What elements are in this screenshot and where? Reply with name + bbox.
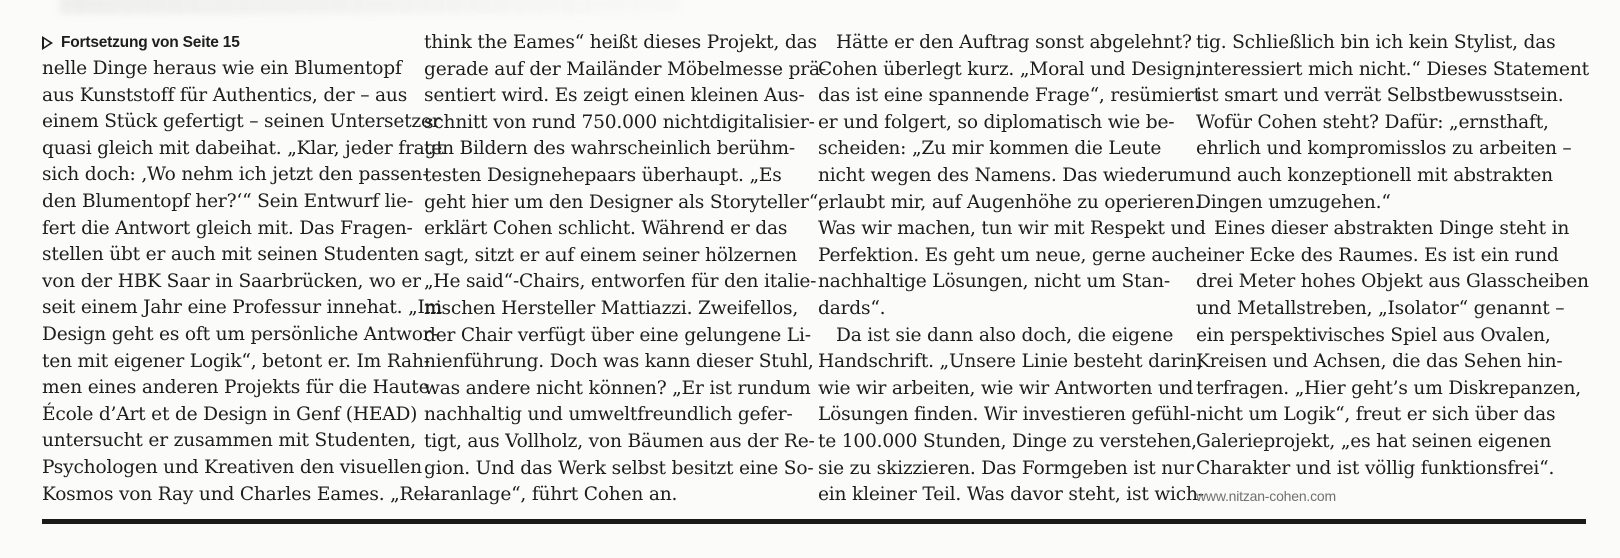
text-line: nachhaltige Lösungen, nicht um Stan- [818,271,1170,293]
text-line: ehrlich und kompromisslos zu arbeiten – [1196,138,1572,160]
text-line: und auch konzeptionell mit abstrakten [1196,164,1553,186]
continuation-label: Fortsetzung von Seite 15 [61,34,240,51]
text-line: Charakter und ist völlig funktionsfrei“. [1196,457,1555,479]
text-line: gion. Und das Werk selbst besitzt eine So- [424,457,814,479]
article-column-4 [1196,30,1589,508]
text-line: Wofür Cohen steht? Dafür: „ernsthaft, [1196,111,1549,133]
article-column-3 [818,30,1206,509]
text-line: Psychologen und Kreativen den visuellen [42,456,422,478]
text-line: Da ist sie dann also doch, die eigene [836,324,1174,346]
bottom-rule [42,519,1586,524]
text-line: drei Meter hohes Objekt aus Glasscheiben [1196,271,1589,293]
text-line: der Chair verfügt über eine gelungene Li- [424,324,811,346]
triangle-arrow-icon [42,36,53,50]
text-line: sagt, sitzt er auf einem seiner hölzernen [424,244,797,266]
text-line: und Metallstreben, „Isolator“ genannt – [1196,297,1565,319]
text-line: erlaubt mir, auf Augenhöhe zu operieren. [818,191,1201,213]
text-line: think the Eames“ heißt dieses Projekt, das [424,32,817,53]
text-line: Dingen umzugehen.“ [1196,191,1391,213]
text-line: Was wir machen, tun wir mit Respekt und [818,218,1206,240]
faded-header-bleed [60,0,680,14]
text-line: ten mit eigener Logik“, betont er. Im Rah- [42,350,430,372]
text-line: quasi gleich mit dabeihat. „Klar, jeder fragt [42,137,444,159]
text-line: untersucht er zusammen mit Studenten, [42,430,416,452]
text-line: terfragen. „Hier geht’s um Diskrepanzen, [1196,377,1581,399]
text-line: schnitt von rund 750.000 nichtdigitalisier- [424,111,815,133]
text-line: geht hier um den Designer als Storyteller“, [424,191,824,213]
text-line: Design geht es oft um persönliche Antwor- [42,323,438,345]
text-line: stellen übt er auch mit seinen Studenten [42,244,420,266]
text-line: nicht um Logik“, freut er sich über das [1196,404,1556,426]
text-line: nachhaltig und umweltfreundlich gefer- [424,404,793,426]
text-line: seit einem Jahr eine Professur innehat. „Im [42,297,443,319]
text-line: tigt, aus Vollholz, von Bäumen aus der Re- [424,430,815,452]
text-line: Cohen überlegt kurz. „Moral und Design, [818,58,1201,80]
article-column-2 [424,30,826,509]
text-line: te 100.000 Stunden, Dinge zu verstehen, [818,430,1197,452]
text-line: Galerieprojekt, „es hat seinen eigenen [1196,430,1552,452]
text-line: nienführung. Doch was kann dieser Stuhl, [424,351,814,373]
text-line: erklärt Cohen schlicht. Während er das [424,218,788,240]
text-line: École d’Art et de Design in Genf (HEAD) [42,403,418,425]
text-line: aus Kunststoff für Authentics, der – aus [42,84,408,106]
text-line: Eines dieser abstrakten Dinge steht in [1214,218,1570,240]
text-line: testen Designehepaars überhaupt. „Es [424,164,782,186]
text-line: „He said“-Chairs, entworfen für den italie- [424,271,817,293]
article-column-1 [42,30,444,508]
text-line: ist smart und verrät Selbstbewusstsein. [1196,85,1564,107]
text-line: Perfektion. Es geht um neue, gerne auch [818,244,1197,266]
text-line: scheiden: „Zu mir kommen die Leute [818,138,1162,160]
website-link[interactable]: www.nitzan-cohen.com [1196,488,1336,505]
text-line: nelle Dinge heraus wie ein Blumentopf [42,58,402,79]
text-line: Handschrift. „Unsere Linie besteht darin, [818,351,1203,373]
text-line: Kosmos von Ray und Charles Eames. „Re- [42,483,431,505]
text-line: er und folgert, so diplomatisch wie be- [818,111,1175,133]
text-line: einem Stück gefertigt – seinen Untersetzer [42,111,441,133]
text-line: sich doch: ‚Wo nehm ich jetzt den passen- [42,164,429,186]
text-line: nischen Hersteller Mattiazzi. Zweifellos, [424,297,799,319]
text-line: wie wir arbeiten, wie wir Antworten und [818,377,1194,399]
text-line: fert die Antwort gleich mit. Das Fragen- [42,217,413,239]
text-line: Lösungen finden. Wir investieren gefühl- [818,404,1197,426]
text-line: einer Ecke des Raumes. Es ist ein rund [1196,244,1559,266]
text-line: von der HBK Saar in Saarbrücken, wo er [42,270,421,292]
text-line: men eines anderen Projekts für die Haute [42,377,430,399]
text-line: was andere nicht können? „Er ist rundum [424,377,811,399]
text-line: den Blumentopf her?‘“ Sein Entwurf lie- [42,190,414,212]
text-line: gerade auf der Mailänder Möbelmesse prä- [424,58,826,80]
text-line: interessiert mich nicht.“ Dieses Statement [1196,58,1589,80]
text-line: das ist eine spannende Frage“, resümiert [818,85,1201,107]
text-line: laranlage“, führt Cohen an. [424,484,678,506]
text-line: ein kleiner Teil. Was davor steht, ist wich- [818,484,1204,506]
continuation-note [42,30,414,56]
text-line: ten Bildern des wahrscheinlich berühm- [424,138,795,160]
text-line: tig. Schließlich bin ich kein Stylist, das [1196,32,1556,53]
text-line: sie zu skizzieren. Das Formgeben ist nur [818,457,1194,479]
text-line: nicht wegen des Namens. Das wiederum [818,164,1196,186]
text-line: Hätte er den Auftrag sonst abgelehnt? [836,32,1192,53]
text-line: dards“. [818,297,886,319]
text-line: Kreisen und Achsen, die das Sehen hin- [1196,351,1563,373]
text-line: sentiert wird. Es zeigt einen kleinen Aus- [424,85,805,107]
text-line: ein perspektivisches Spiel aus Ovalen, [1196,324,1551,346]
